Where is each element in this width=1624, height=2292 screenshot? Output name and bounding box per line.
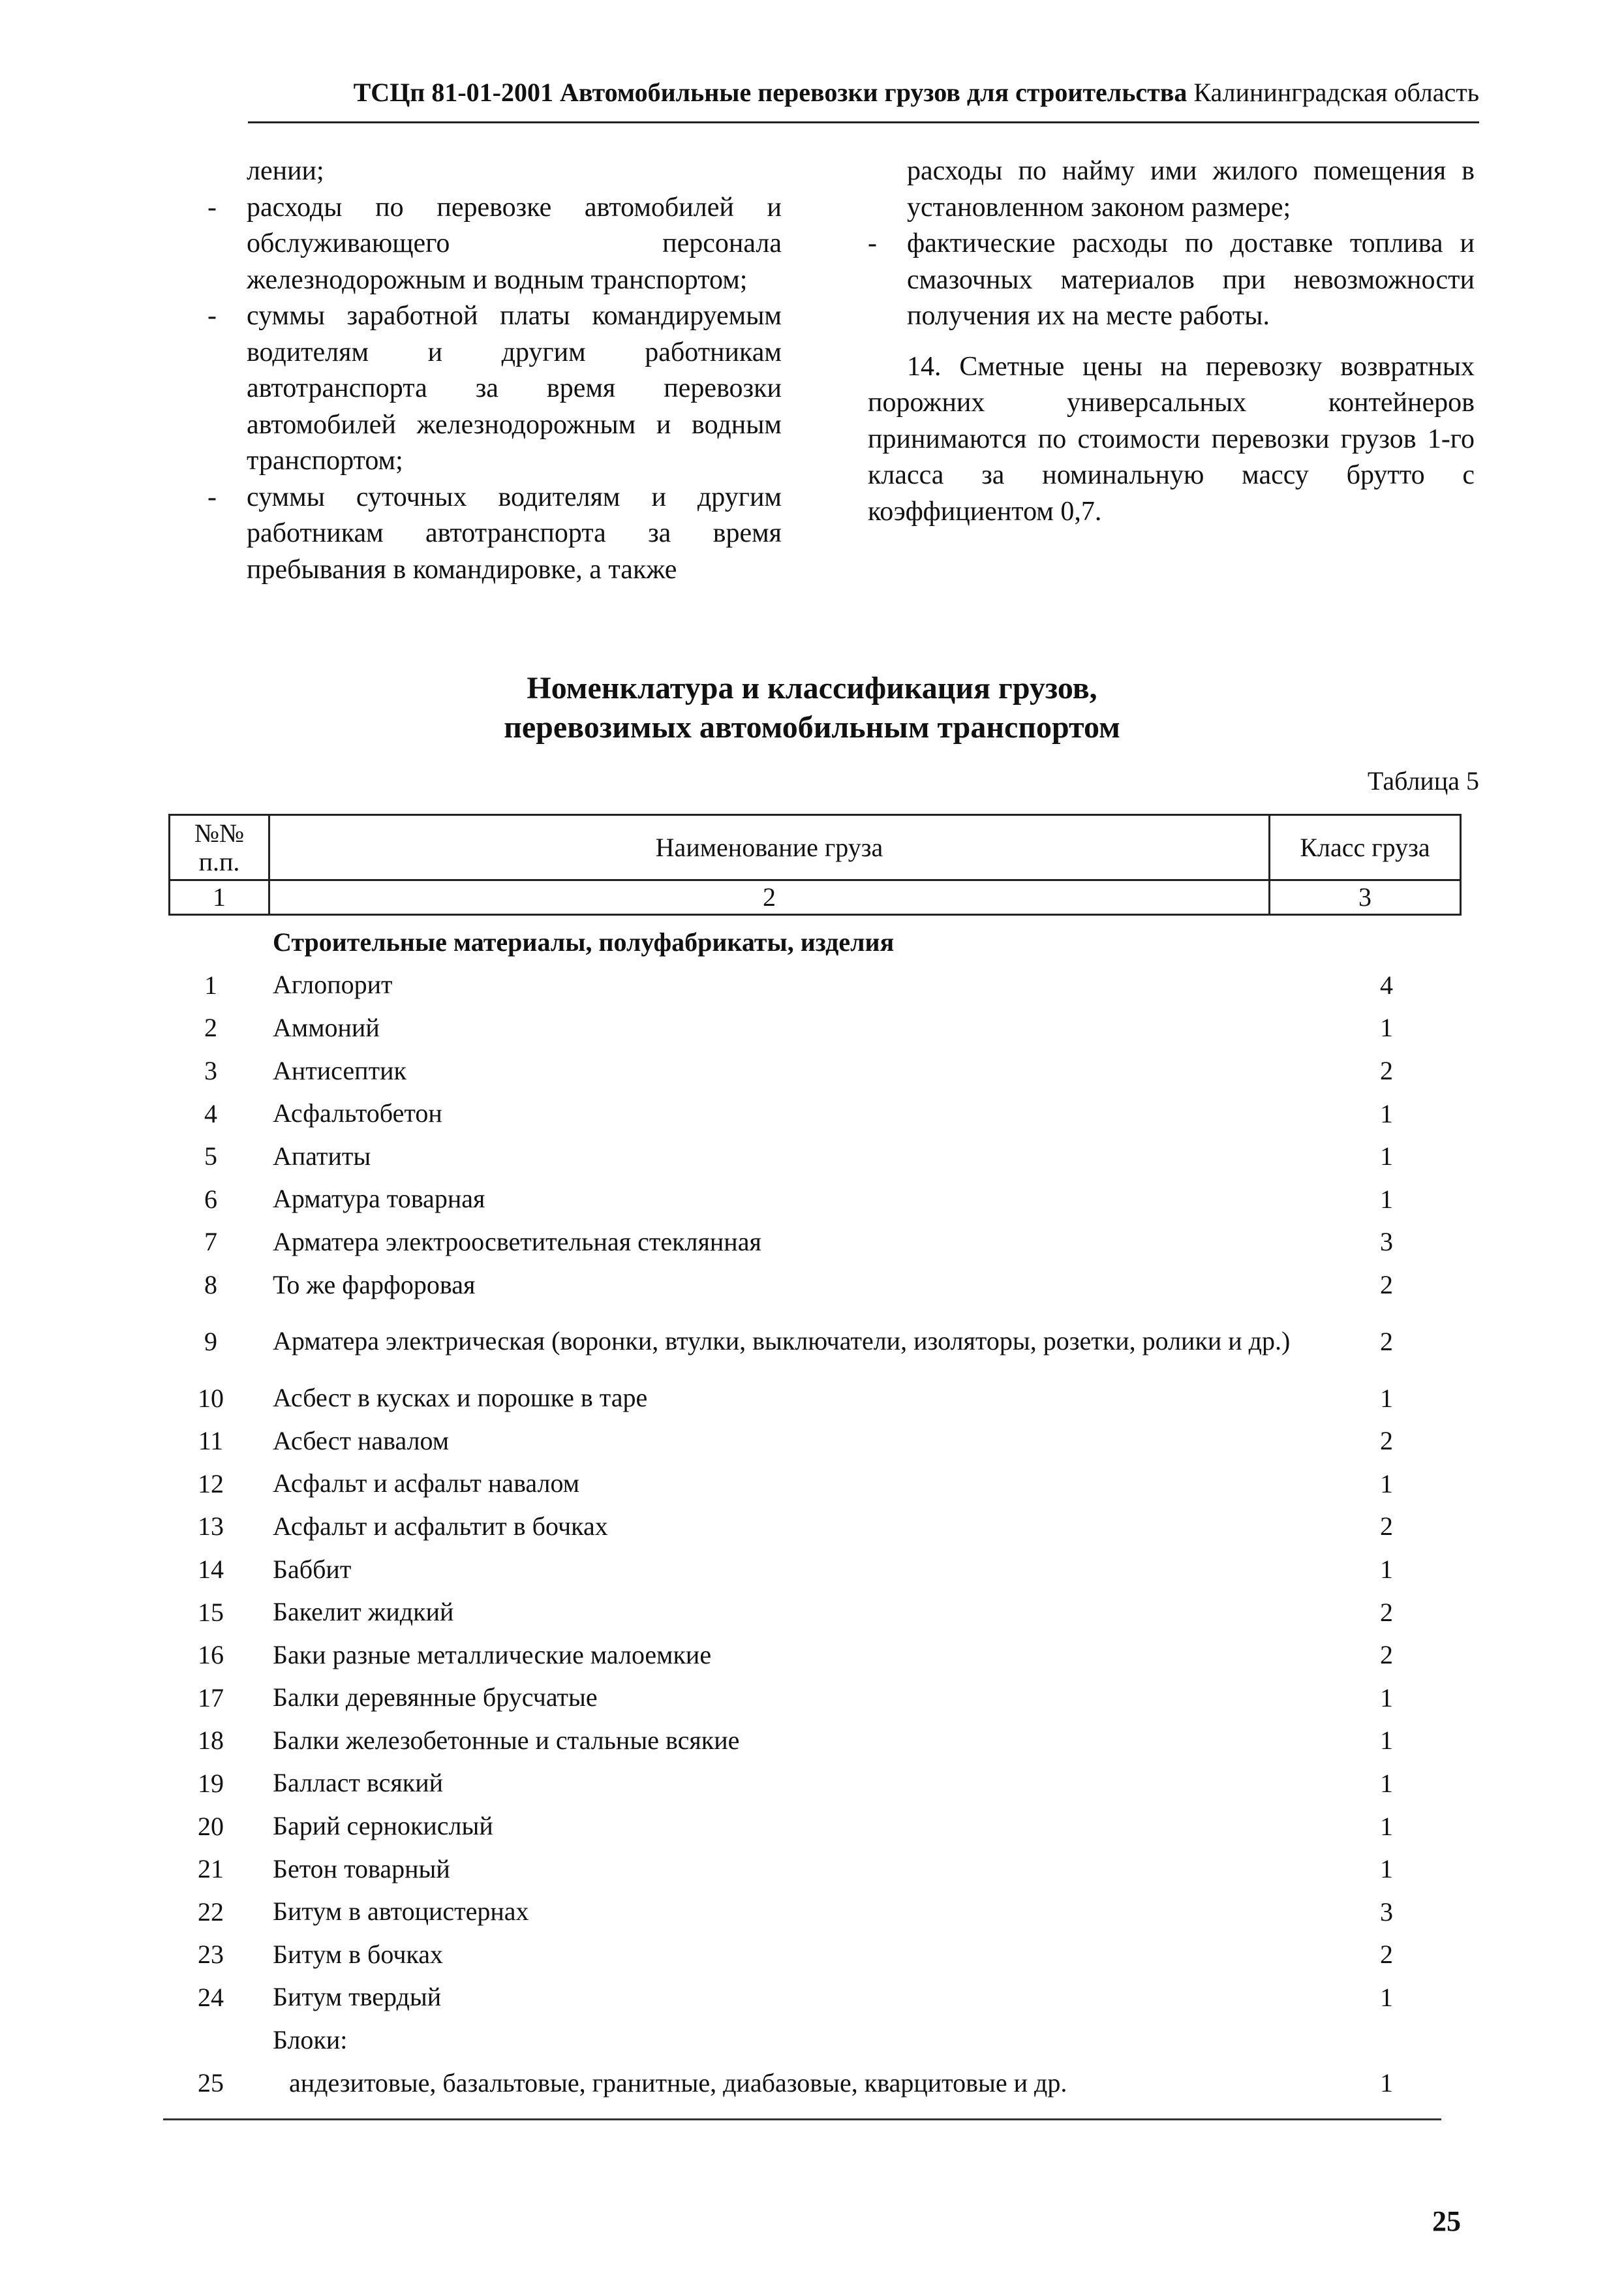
- row-number: 22: [198, 1897, 224, 1927]
- column-number-3: 3: [1270, 880, 1461, 915]
- page-number: 25: [1432, 2205, 1461, 2237]
- list-dash: -: [207, 482, 217, 512]
- title-line-2: перевозимых автомобильным транспортом: [504, 710, 1120, 745]
- table-row: [168, 1049, 1462, 1092]
- cargo-name: То же фарфоровая: [273, 1269, 476, 1299]
- cargo-name: Асфальт и асфальт навалом: [273, 1468, 580, 1498]
- cargo-class: 1: [1380, 1098, 1393, 1128]
- table-header: [168, 814, 1462, 916]
- header-number: №№ п.п.: [170, 815, 269, 880]
- group-label: Блоки:: [273, 2025, 348, 2055]
- left-list-item: - расходы по перевозке автомобилей и обслуживающего персонала железнодорожным и водным транспортом;: [207, 190, 782, 299]
- cargo-class: 4: [1380, 970, 1393, 1000]
- cargo-class: 2: [1380, 1326, 1393, 1356]
- cargo-name: Асфальтобетон: [273, 1098, 442, 1128]
- column-number-2: 2: [269, 880, 1270, 915]
- row-number: 17: [198, 1682, 224, 1712]
- cargo-name: Антисептик: [273, 1055, 406, 1085]
- right-list-item: - фактические расходы по доставке топлива и смазочных материалов при невозможности получения их на месте работы.: [868, 226, 1475, 335]
- cargo-name: Битум в автоцистернах: [273, 1897, 529, 1927]
- cargo-class: 1: [1380, 1555, 1393, 1585]
- list-dash: -: [207, 301, 217, 331]
- cargo-name: Арматера электроосветительная стеклянная: [273, 1226, 761, 1256]
- cargo-class: 1: [1380, 1013, 1393, 1043]
- table-bottom-rule: [163, 2118, 1441, 2120]
- cargo-class: 2: [1380, 1940, 1393, 1970]
- cargo-class: 2: [1380, 1270, 1393, 1300]
- row-number: 9: [204, 1326, 217, 1356]
- table-row: [168, 1263, 1462, 1307]
- cargo-class: 1: [1380, 1383, 1393, 1413]
- table-row: [168, 1135, 1462, 1178]
- row-number: 16: [198, 1640, 224, 1670]
- cargo-class: 1: [1380, 1726, 1393, 1756]
- left-continuation-text: лении;: [247, 156, 324, 186]
- table-row: [168, 1976, 1462, 2019]
- cargo-name: Аммоний: [273, 1012, 380, 1042]
- cargo-class: 2: [1380, 1426, 1393, 1456]
- cargo-name: Битум в бочках: [273, 1939, 444, 1969]
- row-number: 15: [198, 1597, 224, 1627]
- table-row: [168, 1804, 1462, 1848]
- left-list-item: - суммы заработной платы командируемым водителям и другим работникам автотранспорта за время перевозки автомобилей железнодорожным и водным транспортом;: [207, 298, 782, 480]
- row-number: 4: [204, 1098, 217, 1128]
- table-caption: Таблица 5: [1367, 766, 1479, 796]
- table-title: [0, 669, 1624, 747]
- cargo-name: Балласт всякий: [273, 1768, 444, 1798]
- row-number: 13: [198, 1511, 224, 1541]
- right-continuation-text: расходы по найму ими жилого помещения в установленном законом размере;: [907, 156, 1475, 223]
- header-document-code: ТСЦп 81-01-2001 Автомобильные перевозки грузов для строительства: [353, 78, 1187, 107]
- cargo-name: андезитовые, базальтовые, гранитные, диабазовые, кварцитовые и др.: [289, 2067, 1067, 2098]
- cargo-name: Арматера электрическая (воронки, втулки, выключатели, изоляторы, розетки, ролики и др.): [273, 1326, 1291, 1356]
- list-dash: -: [868, 228, 877, 258]
- cargo-class: 2: [1380, 1640, 1393, 1670]
- table-row: [168, 1677, 1462, 1720]
- table-row: [168, 1419, 1462, 1463]
- cargo-class: 1: [1380, 1682, 1393, 1712]
- cargo-name: Баки разные металлические малоемкие: [273, 1639, 712, 1669]
- table-row: [168, 1719, 1462, 1762]
- table-row: [168, 964, 1462, 1007]
- paragraph-14: 14. Сметные цены на перевозку возвратных порожних универсальных контейнеров принимаются по стоимости перевозки грузов 1-го класса за номинальную массу брутто с коэффициентом 0,7.: [868, 351, 1475, 527]
- row-number: 10: [198, 1383, 224, 1413]
- row-number: 3: [204, 1056, 217, 1086]
- cargo-class: 1: [1380, 2068, 1393, 2098]
- cargo-name: Барий сернокислый: [273, 1811, 493, 1841]
- cargo-name: Асфальт и асфальтит в бочках: [273, 1511, 608, 1541]
- cargo-name: Битум твердый: [273, 1982, 442, 2012]
- cargo-class: 1: [1380, 1811, 1393, 1841]
- table-row: [168, 2062, 1462, 2105]
- cargo-class: 1: [1380, 1768, 1393, 1798]
- cargo-name: Балки деревянные брусчатые: [273, 1682, 598, 1712]
- cargo-class: 3: [1380, 1227, 1393, 1257]
- table-row: [168, 1220, 1462, 1263]
- table-row: [168, 1505, 1462, 1548]
- table-row: [168, 1762, 1462, 1805]
- cargo-class: 3: [1380, 1897, 1393, 1927]
- left-text-column: [207, 153, 782, 588]
- title-line-1: Номенклатура и классификация грузов,: [527, 671, 1097, 705]
- section-heading: Строительные материалы, полуфабрикаты, изделия: [273, 927, 895, 957]
- cargo-class: 1: [1380, 1184, 1393, 1214]
- cargo-name: Бакелит жидкий: [273, 1597, 454, 1627]
- row-number: 12: [198, 1468, 224, 1498]
- table-row: [168, 1548, 1462, 1591]
- header-region: Калининградская область: [1193, 78, 1479, 107]
- row-number: 24: [198, 1982, 224, 2012]
- cargo-name: Асбест навалом: [273, 1425, 450, 1455]
- row-number: 25: [198, 2068, 224, 2098]
- row-number: 21: [198, 1854, 224, 1884]
- left-list-item: - суммы суточных водителям и другим работникам автотранспорта за время пребывания в командировке, а также: [207, 480, 782, 589]
- table-row: [168, 1178, 1462, 1221]
- cargo-name: Аглопорит: [273, 970, 393, 1000]
- header-rule: [248, 121, 1479, 123]
- cargo-class: 1: [1380, 1854, 1393, 1884]
- row-number: 11: [198, 1426, 224, 1456]
- cargo-class: 2: [1380, 1056, 1393, 1086]
- row-number: 18: [198, 1726, 224, 1756]
- table-row: [168, 1376, 1462, 1419]
- cargo-name: Балки железобетонные и стальные всякие: [273, 1725, 740, 1755]
- row-number: 5: [204, 1141, 217, 1171]
- cargo-name: Баббит: [273, 1554, 352, 1584]
- table-row: [168, 1848, 1462, 1891]
- group-label-row: [168, 2019, 1462, 2062]
- table-row: [168, 1634, 1462, 1677]
- cargo-name: Бетон товарный: [273, 1853, 450, 1883]
- list-dash: -: [207, 192, 217, 223]
- row-list: [168, 964, 1462, 2019]
- row-number: 1: [204, 970, 217, 1000]
- row-number: 14: [198, 1555, 224, 1585]
- table-row: [168, 1006, 1462, 1049]
- cargo-class: 1: [1380, 1141, 1393, 1171]
- header-cargo-name: Наименование груза: [269, 815, 1270, 880]
- column-number-1: 1: [170, 880, 269, 915]
- row-number: 2: [204, 1013, 217, 1043]
- section-heading-row: [168, 921, 1462, 964]
- table-row: [168, 1463, 1462, 1506]
- table-body: [168, 921, 1462, 2104]
- right-text-column: [868, 153, 1475, 530]
- row-number: 6: [204, 1184, 217, 1214]
- row-number: 7: [204, 1227, 217, 1257]
- row-number: 19: [198, 1768, 224, 1798]
- cargo-class: 2: [1380, 1511, 1393, 1541]
- row-number: 23: [198, 1940, 224, 1970]
- cargo-class: 1: [1380, 1982, 1393, 2012]
- table-row: [168, 1933, 1462, 1976]
- cargo-class: 1: [1380, 1468, 1393, 1498]
- running-header: [0, 73, 1624, 112]
- cargo-class: 2: [1380, 1597, 1393, 1627]
- cargo-name: Апатиты: [273, 1141, 371, 1171]
- table-row: [168, 1092, 1462, 1135]
- cargo-name: Асбест в кусках и порошке в таре: [273, 1383, 648, 1413]
- row-number: 8: [204, 1270, 217, 1300]
- table-row: [168, 1306, 1462, 1376]
- cargo-name: Арматура товарная: [273, 1184, 485, 1214]
- header-cargo-class: Класс груза: [1270, 815, 1461, 880]
- table-row: [168, 1590, 1462, 1634]
- table-row: [168, 1890, 1462, 1933]
- row-number: 20: [198, 1811, 224, 1841]
